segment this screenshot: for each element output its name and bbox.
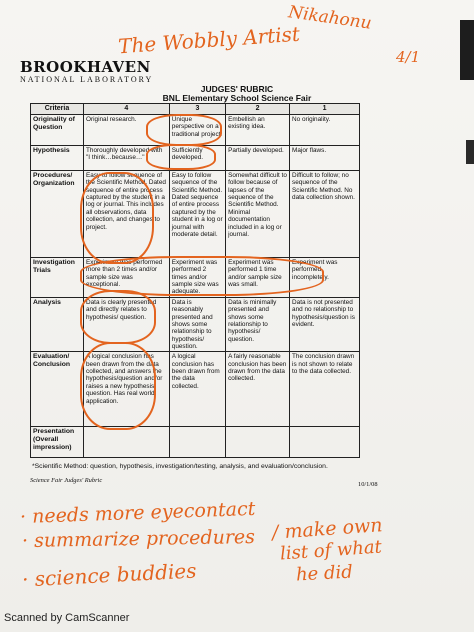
rubric-heading: JUDGES' RUBRIC	[200, 84, 274, 94]
table-cell: Sufficiently developed.	[169, 146, 225, 171]
handwritten-note: he did	[295, 561, 354, 586]
handwritten-note: / make own	[271, 514, 384, 544]
handwritten-note: · needs more eyecontact	[19, 497, 256, 529]
table-cell	[226, 427, 290, 458]
table-cell: A fairly reasonable conclusion has been drawn from the data collected.	[226, 352, 290, 427]
table-cell: No originality.	[290, 115, 360, 146]
header-score-2: 2	[226, 104, 290, 115]
handwritten-date: 4/1	[396, 48, 421, 66]
scanner-watermark: Scanned by CamScanner	[4, 612, 130, 624]
handwritten-student-name: Nikahonu	[287, 2, 373, 34]
table-cell: Experiment was performed 1 time and/or sample size was small.	[226, 258, 290, 298]
header-score-4: 4	[84, 104, 170, 115]
table-cell: Experiment was performed incompletely.	[290, 258, 360, 298]
table-cell	[169, 427, 225, 458]
table-cell: Experiment was performed 2 times and/or sample size was adequate.	[169, 258, 225, 298]
handwritten-note: list of what	[279, 536, 383, 565]
table-cell: Easy to follow sequence of the Scientific Method. Dated sequence of entire process captured by the student in a log or journal with moderate detail.	[169, 171, 225, 258]
table-row	[31, 427, 360, 458]
scan-edge-mark	[466, 140, 474, 164]
footer-title: Science Fair Judges' Rubric	[30, 477, 103, 484]
criteria-cell: Analysis	[31, 297, 84, 352]
table-cell	[290, 427, 360, 458]
header-score-1: 1	[290, 104, 360, 115]
header-criteria: Criteria	[31, 104, 84, 115]
table-cell	[84, 427, 170, 458]
table-cell: Data is reasonably presented and shows some relationship to hypothesis/ question.	[169, 297, 225, 352]
table-cell: Difficult to follow; no sequence of the Scientific Method. No data collection shown.	[290, 171, 360, 258]
handwritten-note: · science buddies	[21, 558, 197, 592]
table-cell: A logical conclusion has been drawn from the data collected, and answers the hypothesis/question and/or raises a new hypothesis/ question. Has real world application.	[84, 352, 170, 427]
handwritten-note: · summarize procedures	[21, 525, 256, 553]
table-cell: Somewhat difficult to follow because of lapses of the sequence of the Scientific Method. Minimal documentation included in a log or journal.	[226, 171, 290, 258]
handwritten-project-title: The Wobbly Artist	[117, 21, 301, 59]
criteria-cell: Hypothesis	[31, 146, 84, 171]
criteria-cell: Procedures/ Organization	[31, 171, 84, 258]
score-circle	[80, 290, 156, 344]
header-score-3: 3	[169, 104, 225, 115]
criteria-cell: Investigation Trials	[31, 258, 84, 298]
table-cell: Unique perspective on a traditional project.	[169, 115, 225, 146]
footer-date: 10/1/08	[358, 481, 378, 488]
criteria-cell: Evaluation/ Conclusion	[31, 352, 84, 427]
scan-edge	[460, 20, 474, 80]
table-cell: Major flaws.	[290, 146, 360, 171]
table-cell: The conclusion drawn is not shown to relate to the data collected.	[290, 352, 360, 427]
table-cell: A logical conclusion has been drawn from the data collected.	[169, 352, 225, 427]
table-cell: Easy to follow sequence of the Scientific Method. Dated sequence of entire process captured by the student in a log or journal. This includes all observations, data collection, and changes to project.	[84, 171, 170, 258]
table-cell: Embellish an existing idea.	[226, 115, 290, 146]
table-cell: Partially developed.	[226, 146, 290, 171]
table-cell: Original research.	[84, 115, 170, 146]
table-cell: Data is minimally presented and shows some relationship to hypothesis/ question.	[226, 297, 290, 352]
rubric-subheading: BNL Elementary School Science Fair	[162, 93, 312, 103]
table-cell: Experiment was performed more than 2 times and/or sample size was exceptional.	[84, 258, 170, 298]
logo-title: BROOKHAVEN	[20, 58, 151, 76]
logo-subtitle: NATIONAL LABORATORY	[20, 75, 154, 84]
score-circle	[80, 172, 154, 264]
criteria-cell: Originality of Question	[31, 115, 84, 146]
table-header-row	[31, 104, 360, 115]
table-cell: Data is not presented and no relationship to hypothesis/question is evident.	[290, 297, 360, 352]
score-circle	[146, 114, 222, 146]
score-circle	[146, 144, 216, 170]
score-circle	[80, 342, 156, 430]
scientific-method-footnote: *Scientific Method: question, hypothesis, investigation/testing, analysis, and evaluation/conclusion.	[32, 463, 328, 470]
table-cell: Thoroughly developed with "I think…because…"	[84, 146, 170, 171]
table-cell: Data is clearly presented and directly relates to hypothesis/ question.	[84, 297, 170, 352]
criteria-cell: Presentation (Overall impression)	[31, 427, 84, 458]
